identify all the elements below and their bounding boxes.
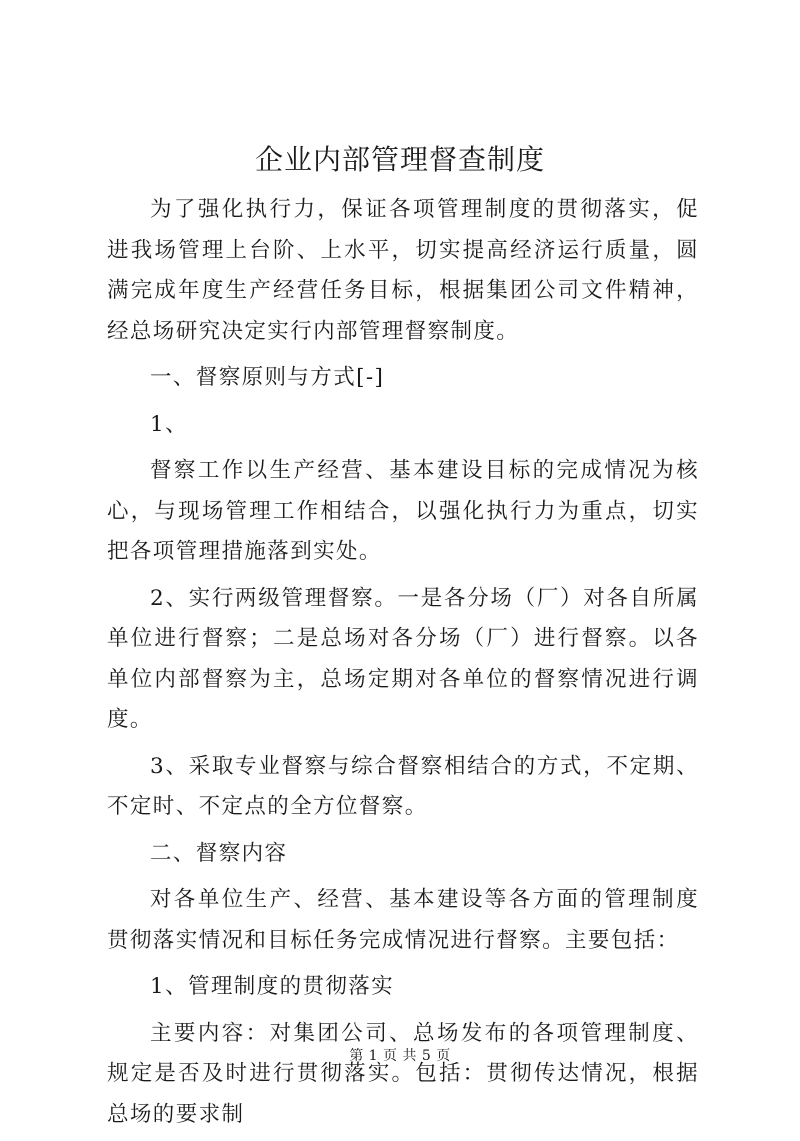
paragraph-main-content: 主要内容：对集团公司、总场发布的各项管理制度、规定是否及时进行贯彻落实。包括：贯彻传达情况，根据总场的要求制: [107, 1020, 699, 1127]
document-title: 企业内部管理督查制度: [254, 143, 545, 176]
paragraph-item-1: 督察工作以生产经营、基本建设目标的完成情况为核心，与现场管理工作相结合，以强化执行力为重点，切实把各项管理措施落到实处。: [107, 458, 699, 564]
paragraph-item-2: 2、实行两级管理督察。一是各分场（厂）对各自所属单位进行督察；二是总场对各分场（厂）进行督察。以各单位内部督察为主，总场定期对各单位的督察情况进行调度。: [107, 585, 699, 732]
subheading-1: 1、管理制度的贯彻落实: [150, 974, 395, 999]
document-body: [107, 190, 699, 1141]
item-number-1: 1、: [150, 411, 188, 437]
paragraph-content-intro: 对各单位生产、经营、基本建设等各方面的管理制度贯彻落实情况和目标任务完成情况进行督察。主要包括：: [107, 887, 699, 953]
page-footer: 第 1 页 共 5 页: [349, 1048, 451, 1064]
section-heading-2: 二、督察内容: [150, 840, 288, 866]
paragraph-intro: 为了强化执行力，保证各项管理制度的贯彻落实，促进我场管理上台阶、上水平，切实提高经济运行质量，圆满完成年度生产经营任务目标，根据集团公司文件精神，经总场研究决定实行内部管理督察制度。: [107, 197, 699, 344]
section-heading-1: 一、督察原则与方式[-]: [150, 365, 385, 390]
paragraph-item-3: 3、采取专业督察与综合督察相结合的方式，不定期、不定时、不定点的全方位督察。: [107, 753, 699, 819]
